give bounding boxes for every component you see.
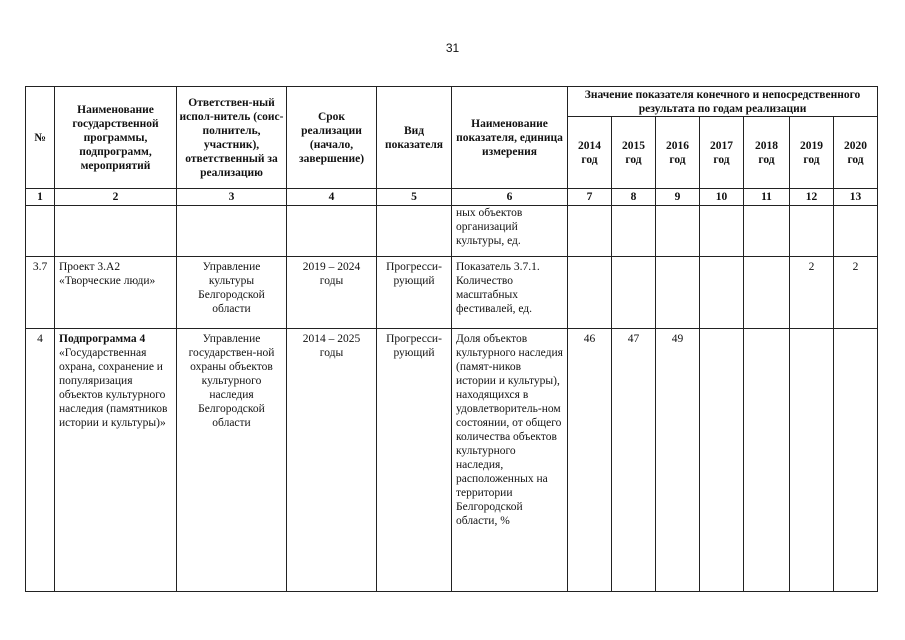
- row-value: [568, 257, 612, 329]
- row-value: 47: [612, 329, 656, 592]
- row-value: 46: [568, 329, 612, 592]
- row-executor: Управление государствен-ной охраны объектов культурного наследия Белгородской области: [177, 329, 287, 592]
- row-period: [287, 206, 377, 257]
- row-value: [744, 206, 790, 257]
- row-no: [26, 206, 55, 257]
- row-value: [834, 329, 878, 592]
- row-value: 49: [656, 329, 700, 592]
- row-value: [612, 257, 656, 329]
- row-value: [656, 257, 700, 329]
- row-value: [744, 257, 790, 329]
- row-value: [790, 329, 834, 592]
- column-number: 12: [790, 189, 834, 206]
- column-number: 8: [612, 189, 656, 206]
- header-year: 2020 год: [834, 117, 878, 189]
- header-year: 2017 год: [700, 117, 744, 189]
- row-program: [55, 257, 177, 329]
- header-program: Наименование государственной программы, подпрограмм, мероприятий: [55, 87, 177, 189]
- row-type: [377, 206, 452, 257]
- row-program: [55, 329, 177, 592]
- row-indicator: Показатель 3.7.1. Количество масштабных фестивалей, ед.: [452, 257, 568, 329]
- row-value: 2: [834, 257, 878, 329]
- header-indicator: Наименование показателя, единица измерения: [452, 87, 568, 189]
- row-indicator: Доля объектов культурного наследия (памят-ников истории и культуры), находящихся в удовлетворитель-ном состоянии, от общего количества объектов культурного наследия, расположенных на территории Белгородской области, %: [452, 329, 568, 592]
- column-number: 6: [452, 189, 568, 206]
- row-no: 4: [26, 329, 55, 592]
- row-program: [55, 206, 177, 257]
- column-number: 9: [656, 189, 700, 206]
- row-program-text: Проект 3.А2 «Творческие люди»: [59, 261, 156, 287]
- column-number-row: [26, 189, 878, 206]
- row-value: [700, 206, 744, 257]
- row-value: [700, 257, 744, 329]
- column-number: 2: [55, 189, 177, 206]
- row-type: Прогресси-рующий: [377, 257, 452, 329]
- header-year: 2019 год: [790, 117, 834, 189]
- header-year: 2016 год: [656, 117, 700, 189]
- header-values-group: Значение показателя конечного и непосредственного результата по годам реализации: [568, 87, 878, 117]
- row-program-text: «Государственная охрана, сохранение и популяризация объектов культурного наследия (памятников истории и культуры)»: [59, 347, 168, 429]
- table-row: [26, 206, 878, 257]
- row-value: [700, 329, 744, 592]
- indicator-table: [25, 86, 878, 592]
- page-number: 31: [445, 41, 460, 55]
- row-executor: [177, 206, 287, 257]
- header-year: 2014 год: [568, 117, 612, 189]
- table-row: [26, 329, 878, 592]
- column-number: 5: [377, 189, 452, 206]
- row-value: [568, 206, 612, 257]
- column-number: 3: [177, 189, 287, 206]
- header-year: 2015 год: [612, 117, 656, 189]
- column-number: 7: [568, 189, 612, 206]
- header-no: №: [26, 87, 55, 189]
- row-program-title: Подпрограмма 4: [59, 333, 146, 345]
- column-number: 11: [744, 189, 790, 206]
- row-period: 2019 – 2024 годы: [287, 257, 377, 329]
- row-executor: Управление культуры Белгородской области: [177, 257, 287, 329]
- row-value: [790, 206, 834, 257]
- column-number: 13: [834, 189, 878, 206]
- row-period: 2014 – 2025 годы: [287, 329, 377, 592]
- header-year: 2018 год: [744, 117, 790, 189]
- row-indicator: ных объектов организаций культуры, ед.: [452, 206, 568, 257]
- table-row: [26, 257, 878, 329]
- row-value: [834, 206, 878, 257]
- row-no: 3.7: [26, 257, 55, 329]
- header-executor: Ответствен-ный испол-нитель (соис-полнитель, участник), ответственный за реализацию: [177, 87, 287, 189]
- column-number: 10: [700, 189, 744, 206]
- header-period: Срок реализации (начало, завершение): [287, 87, 377, 189]
- header-type: Вид показателя: [377, 87, 452, 189]
- row-value: [656, 206, 700, 257]
- row-value: 2: [790, 257, 834, 329]
- row-value: [612, 206, 656, 257]
- row-type: Прогресси-рующий: [377, 329, 452, 592]
- header-row-1: [26, 87, 878, 117]
- row-value: [744, 329, 790, 592]
- column-number: 1: [26, 189, 55, 206]
- column-number: 4: [287, 189, 377, 206]
